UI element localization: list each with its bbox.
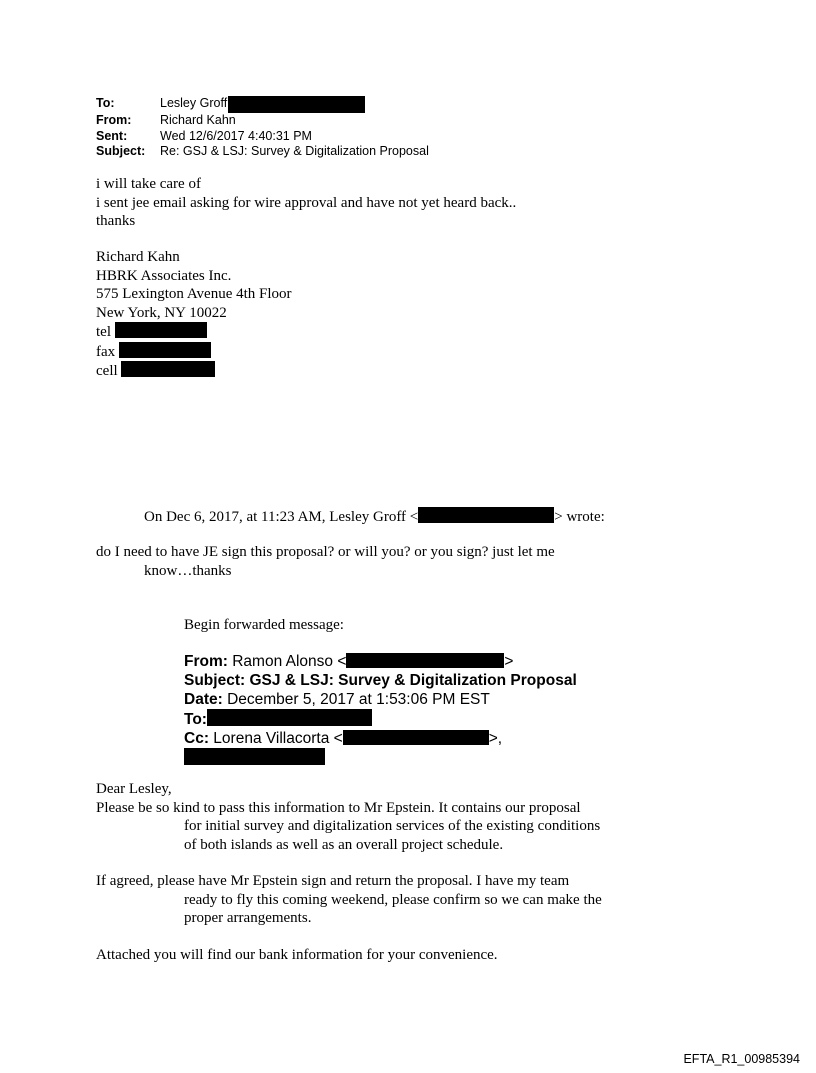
letter-line: ready to fly this coming weekend, please confirm so we can make the [184, 891, 602, 908]
signature-company: HBRK Associates Inc. [96, 267, 232, 284]
quoted-attribution [144, 507, 605, 527]
document-id: EFTA_R1_00985394 [683, 1052, 800, 1066]
redaction-box [119, 342, 211, 358]
signature-name: Richard Kahn [96, 249, 180, 265]
signature-address-line2: New York, NY 10022 [96, 304, 227, 321]
forwarded-to-row [184, 709, 577, 729]
signature-address-line1: 575 Lexington Avenue 4th Floor [96, 286, 292, 302]
signature-tel-row [96, 322, 292, 342]
reply-line: i will take care of [96, 176, 201, 192]
redaction-box [121, 361, 215, 377]
paragraph-gap [96, 854, 602, 872]
reply-line: i sent jee email asking for wire approval and have not yet heard back.. [96, 194, 517, 211]
forwarded-cc-close: >, [488, 730, 503, 747]
quoted-attribution-suffix: > wrote: [554, 509, 605, 525]
signature-fax-label: fax [96, 343, 116, 360]
signature-fax-row [96, 342, 292, 362]
forwarded-to-label: To: [184, 711, 207, 728]
header-sent-row [96, 129, 429, 145]
redaction-box [228, 96, 365, 113]
redaction-box [343, 730, 489, 745]
header-to-row [96, 96, 429, 113]
header-subject-value: Re: GSJ & LSJ: Survey & Digitalization Proposal [160, 144, 429, 158]
forwarded-cc-label: Cc: [184, 730, 209, 747]
forwarded-from-value: Ramon Alonso < [232, 653, 347, 670]
letter-line: Please be so kind to pass this information to Mr Epstein. It contains our proposal [96, 799, 581, 816]
quoted-attribution-prefix: On Dec 6, 2017, at 11:23 AM, Lesley Groff < [144, 509, 419, 525]
header-to-value: Lesley Groff [160, 96, 228, 110]
forwarded-cc-value: Lorena Villacorta < [213, 730, 343, 747]
letter-line: for initial survey and digitalization services of the existing conditions [184, 818, 601, 834]
letter-greeting: Dear Lesley, [96, 781, 172, 797]
forwarded-subject-row [184, 671, 577, 690]
reply-body [96, 175, 516, 231]
email-header [96, 96, 429, 160]
letter-line: proper arrangements. [184, 910, 312, 926]
forwarded-from-label: From: [184, 653, 228, 670]
header-from-row [96, 113, 429, 129]
header-from-label: From: [96, 113, 132, 127]
redaction-box [346, 653, 504, 668]
forwarded-date-label: Date: [184, 691, 223, 708]
forwarded-label: Begin forwarded message: [184, 617, 344, 633]
redaction-box [115, 322, 207, 338]
quoted-line: do I need to have JE sign this proposal? or will you? or you sign? just let me [96, 544, 555, 560]
signature-block [96, 248, 292, 381]
header-subject-label: Subject: [96, 144, 146, 158]
forwarded-date-row [184, 690, 577, 709]
forwarded-header [184, 652, 577, 768]
redaction-box [184, 748, 325, 765]
signature-cell-row [96, 361, 292, 381]
forwarded-date-value: December 5, 2017 at 1:53:06 PM EST [227, 691, 490, 708]
forwarded-cc-row [184, 729, 577, 748]
redaction-box [207, 709, 372, 726]
letter-body [96, 780, 602, 964]
signature-tel-label: tel [96, 324, 111, 340]
header-sent-value: Wed 12/6/2017 4:40:31 PM [160, 128, 312, 143]
letter-line: of both islands as well as an overall project schedule. [184, 836, 504, 853]
forwarded-from-row [184, 652, 577, 671]
header-sent-label: Sent: [96, 128, 128, 143]
redaction-box [418, 507, 554, 523]
forwarded-cc-continued [184, 748, 577, 768]
forwarded-from-close: > [504, 653, 514, 670]
paragraph-gap [96, 928, 602, 946]
reply-line: thanks [96, 213, 136, 229]
signature-cell-label: cell [96, 363, 118, 379]
header-to-label: To: [96, 96, 115, 110]
forwarded-subject: Subject: GSJ & LSJ: Survey & Digitalization Proposal [184, 672, 577, 689]
letter-line: Attached you will find our bank information for your convenience. [96, 946, 498, 963]
header-from-value: Richard Kahn [160, 113, 236, 127]
quoted-line: know…thanks [144, 562, 232, 579]
letter-line: If agreed, please have Mr Epstein sign and return the proposal. I have my team [96, 873, 570, 889]
quoted-message [96, 543, 555, 580]
header-subject-row [96, 144, 429, 160]
